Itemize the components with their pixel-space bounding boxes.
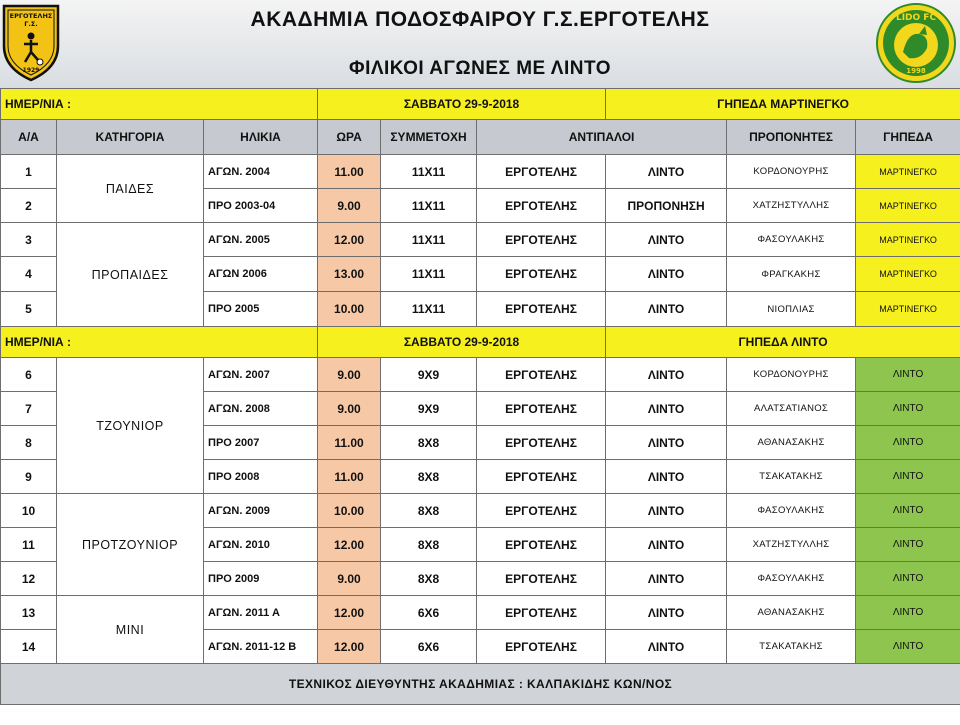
time-cell: 11.00 xyxy=(318,155,381,189)
table-row xyxy=(1,596,960,630)
team-cell: ΕΡΓΟΤΕΛΗΣ xyxy=(477,630,606,664)
column-header: Α/Α xyxy=(1,120,57,155)
table-row xyxy=(1,494,960,528)
lido-name: LIDO FC xyxy=(895,13,937,23)
coach-cell: ΦΡΑΓΚΑΚΗΣ xyxy=(727,257,856,292)
format-cell: 11X11 xyxy=(381,189,477,223)
team-cell: ΕΡΓΟΤΕΛΗΣ xyxy=(477,223,606,257)
row-number: 4 xyxy=(1,257,57,292)
time-cell: 9.00 xyxy=(318,358,381,392)
team-cell: ΕΡΓΟΤΕΛΗΣ xyxy=(477,528,606,562)
team-cell: ΕΡΓΟΤΕΛΗΣ xyxy=(477,392,606,426)
format-cell: 8X8 xyxy=(381,528,477,562)
coach-cell: ΤΣΑΚΑΤΑΚΗΣ xyxy=(727,630,856,664)
coach-cell: ΑΘΑΝΑΣΑΚΗΣ xyxy=(727,596,856,630)
team-cell: ΕΡΓΟΤΕΛΗΣ xyxy=(477,257,606,292)
opponent-cell: ΛΙΝΤΟ xyxy=(606,494,727,528)
banner-date-label: ΗΜΕΡ/ΝΙΑ : xyxy=(1,327,318,358)
opponent-cell: ΛΙΝΤΟ xyxy=(606,426,727,460)
coach-cell: ΦΑΣΟΥΛΑΚΗΣ xyxy=(727,562,856,596)
coach-cell: ΦΑΣΟΥΛΑΚΗΣ xyxy=(727,223,856,257)
field-cell: ΛΙΝΤΟ xyxy=(856,596,960,630)
opponent-cell: ΛΙΝΤΟ xyxy=(606,596,727,630)
row-number: 10 xyxy=(1,494,57,528)
page-subtitle: ΦΙΛΙΚΟΙ ΑΓΩΝΕΣ ΜΕ ΛΙΝΤΟ xyxy=(348,58,612,79)
column-header: ΠΡΟΠΟΝΗΤΕΣ xyxy=(727,120,856,155)
column-header: ΑΝΤΙΠΑΛΟΙ xyxy=(477,120,727,155)
coach-cell: ΧΑΤΖΗΣΤΥΛΛΗΣ xyxy=(727,528,856,562)
row-number: 11 xyxy=(1,528,57,562)
column-header: ΓΗΠΕΔΑ xyxy=(856,120,960,155)
team-cell: ΕΡΓΟΤΕΛΗΣ xyxy=(477,562,606,596)
banner-date: ΣΑΒΒΑΤΟ 29-9-2018 xyxy=(318,327,606,358)
field-cell: ΜΑΡΤΙΝΕΓΚΟ xyxy=(856,223,960,257)
time-cell: 12.00 xyxy=(318,630,381,664)
format-cell: 11X11 xyxy=(381,155,477,189)
footer-row xyxy=(1,664,960,705)
time-cell: 9.00 xyxy=(318,562,381,596)
ergotelis-crest-logo xyxy=(0,2,62,82)
field-cell: ΜΑΡΤΙΝΕΓΚΟ xyxy=(856,292,960,327)
schedule-table xyxy=(0,88,960,705)
banner-date-label: ΗΜΕΡ/ΝΙΑ : xyxy=(1,89,318,120)
team-cell: ΕΡΓΟΤΕΛΗΣ xyxy=(477,460,606,494)
column-header: ΣΥΜΜΕΤΟΧΗ xyxy=(381,120,477,155)
age-cell: ΑΓΩΝ. 2005 xyxy=(204,223,318,257)
opponent-cell: ΛΙΝΤΟ xyxy=(606,460,727,494)
opponent-cell: ΛΙΝΤΟ xyxy=(606,392,727,426)
row-number: 1 xyxy=(1,155,57,189)
age-cell: ΑΓΩΝ. 2011-12 Β xyxy=(204,630,318,664)
category-cell: ΤΖΟΥΝΙΟΡ xyxy=(57,358,204,494)
field-cell: ΛΙΝΤΟ xyxy=(856,528,960,562)
format-cell: 8X8 xyxy=(381,494,477,528)
field-cell: ΛΙΝΤΟ xyxy=(856,494,960,528)
field-cell: ΛΙΝΤΟ xyxy=(856,562,960,596)
coach-cell: ΝΙΟΠΛΙΑΣ xyxy=(727,292,856,327)
coach-cell: ΚΟΡΔΟΝΟΥΡΗΣ xyxy=(727,155,856,189)
crest-name: ΕΡΓΟΤΕΛΗΣ xyxy=(9,12,53,20)
field-cell: ΛΙΝΤΟ xyxy=(856,426,960,460)
column-header: ΩΡΑ xyxy=(318,120,381,155)
time-cell: 9.00 xyxy=(318,189,381,223)
age-cell: ΠΡΟ 2007 xyxy=(204,426,318,460)
field-cell: ΜΑΡΤΙΝΕΓΚΟ xyxy=(856,257,960,292)
format-cell: 11X11 xyxy=(381,257,477,292)
team-cell: ΕΡΓΟΤΕΛΗΣ xyxy=(477,155,606,189)
section-banner xyxy=(1,327,960,358)
opponent-cell: ΛΙΝΤΟ xyxy=(606,155,727,189)
category-cell: ΠΑΙΔΕΣ xyxy=(57,155,204,223)
age-cell: ΠΡΟ 2003-04 xyxy=(204,189,318,223)
age-cell: ΑΓΩΝ. 2011 Α xyxy=(204,596,318,630)
row-number: 13 xyxy=(1,596,57,630)
field-cell: ΛΙΝΤΟ xyxy=(856,460,960,494)
opponent-cell: ΛΙΝΤΟ xyxy=(606,223,727,257)
field-cell: ΛΙΝΤΟ xyxy=(856,392,960,426)
format-cell: 11X11 xyxy=(381,223,477,257)
row-number: 2 xyxy=(1,189,57,223)
time-cell: 10.00 xyxy=(318,292,381,327)
opponent-cell: ΛΙΝΤΟ xyxy=(606,562,727,596)
age-cell: ΑΓΩΝ. 2007 xyxy=(204,358,318,392)
time-cell: 12.00 xyxy=(318,528,381,562)
lido-fc-logo xyxy=(875,2,957,84)
opponent-cell: ΛΙΝΤΟ xyxy=(606,358,727,392)
team-cell: ΕΡΓΟΤΕΛΗΣ xyxy=(477,358,606,392)
column-header-row xyxy=(1,120,960,155)
field-cell: ΛΙΝΤΟ xyxy=(856,358,960,392)
column-header: ΚΑΤΗΓΟΡΙΑ xyxy=(57,120,204,155)
coach-cell: ΑΛΑΤΣΑΤΙΑΝΟΣ xyxy=(727,392,856,426)
header-bar xyxy=(0,0,960,88)
format-cell: 11X11 xyxy=(381,292,477,327)
row-number: 6 xyxy=(1,358,57,392)
format-cell: 9X9 xyxy=(381,392,477,426)
category-cell: ΠΡΟΤΖΟΥΝΙΟΡ xyxy=(57,494,204,596)
opponent-cell: ΛΙΝΤΟ xyxy=(606,528,727,562)
coach-cell: ΤΣΑΚΑΤΑΚΗΣ xyxy=(727,460,856,494)
format-cell: 6X6 xyxy=(381,596,477,630)
banner-field: ΓΗΠΕΔΑ ΛΙΝΤΟ xyxy=(606,327,960,358)
table-row xyxy=(1,155,960,189)
opponent-cell: ΛΙΝΤΟ xyxy=(606,257,727,292)
field-cell: ΜΑΡΤΙΝΕΓΚΟ xyxy=(856,155,960,189)
row-number: 12 xyxy=(1,562,57,596)
age-cell: ΑΓΩΝ. 2008 xyxy=(204,392,318,426)
format-cell: 8X8 xyxy=(381,562,477,596)
age-cell: ΑΓΩΝ 2006 xyxy=(204,257,318,292)
format-cell: 6X6 xyxy=(381,630,477,664)
opponent-cell: ΛΙΝΤΟ xyxy=(606,292,727,327)
time-cell: 13.00 xyxy=(318,257,381,292)
banner-field: ΓΗΠΕΔΑ ΜΑΡΤΙΝΕΓΚΟ xyxy=(606,89,960,120)
crest-initials: Γ.Σ. xyxy=(24,20,38,28)
time-cell: 12.00 xyxy=(318,223,381,257)
field-cell: ΛΙΝΤΟ xyxy=(856,630,960,664)
team-cell: ΕΡΓΟΤΕΛΗΣ xyxy=(477,494,606,528)
time-cell: 10.00 xyxy=(318,494,381,528)
coach-cell: ΦΑΣΟΥΛΑΚΗΣ xyxy=(727,494,856,528)
row-number: 14 xyxy=(1,630,57,664)
time-cell: 12.00 xyxy=(318,596,381,630)
team-cell: ΕΡΓΟΤΕΛΗΣ xyxy=(477,426,606,460)
category-cell: ΠΡΟΠΑΙΔΕΣ xyxy=(57,223,204,327)
crest-year: 1929 xyxy=(22,67,40,74)
row-number: 7 xyxy=(1,392,57,426)
column-header: ΗΛΙΚΙΑ xyxy=(204,120,318,155)
page-title: ΑΚΑΔΗΜΙΑ ΠΟΔΟΣΦΑΙΡΟΥ Γ.Σ.ΕΡΓΟΤΕΛΗΣ xyxy=(250,8,710,31)
team-cell: ΕΡΓΟΤΕΛΗΣ xyxy=(477,189,606,223)
age-cell: ΑΓΩΝ. 2010 xyxy=(204,528,318,562)
team-cell: ΕΡΓΟΤΕΛΗΣ xyxy=(477,292,606,327)
row-number: 3 xyxy=(1,223,57,257)
coach-cell: ΧΑΤΖΗΣΤΥΛΛΗΣ xyxy=(727,189,856,223)
time-cell: 11.00 xyxy=(318,426,381,460)
row-number: 5 xyxy=(1,292,57,327)
lido-year: 1998 xyxy=(906,67,926,75)
technical-director: ΤΕΧΝΙΚΟΣ ΔΙΕΥΘΥΝΤΗΣ ΑΚΑΔΗΜΙΑΣ : ΚΑΛΠΑΚΙΔΗΣ ΚΩΝ/ΝΟΣ xyxy=(1,664,960,705)
format-cell: 8X8 xyxy=(381,460,477,494)
table-row xyxy=(1,223,960,257)
coach-cell: ΚΟΡΔΟΝΟΥΡΗΣ xyxy=(727,358,856,392)
category-cell: ΜΙΝΙ xyxy=(57,596,204,664)
row-number: 9 xyxy=(1,460,57,494)
coach-cell: ΑΘΑΝΑΣΑΚΗΣ xyxy=(727,426,856,460)
banner-date: ΣΑΒΒΑΤΟ 29-9-2018 xyxy=(318,89,606,120)
age-cell: ΠΡΟ 2008 xyxy=(204,460,318,494)
section-banner xyxy=(1,89,960,120)
time-cell: 11.00 xyxy=(318,460,381,494)
time-cell: 9.00 xyxy=(318,392,381,426)
opponent-cell: ΛΙΝΤΟ xyxy=(606,630,727,664)
format-cell: 8X8 xyxy=(381,426,477,460)
field-cell: ΜΑΡΤΙΝΕΓΚΟ xyxy=(856,189,960,223)
table-row xyxy=(1,358,960,392)
team-cell: ΕΡΓΟΤΕΛΗΣ xyxy=(477,596,606,630)
age-cell: ΠΡΟ 2009 xyxy=(204,562,318,596)
format-cell: 9X9 xyxy=(381,358,477,392)
age-cell: ΠΡΟ 2005 xyxy=(204,292,318,327)
row-number: 8 xyxy=(1,426,57,460)
age-cell: ΑΓΩΝ. 2009 xyxy=(204,494,318,528)
age-cell: ΑΓΩΝ. 2004 xyxy=(204,155,318,189)
opponent-cell: ΠΡΟΠΟΝΗΣΗ xyxy=(606,189,727,223)
